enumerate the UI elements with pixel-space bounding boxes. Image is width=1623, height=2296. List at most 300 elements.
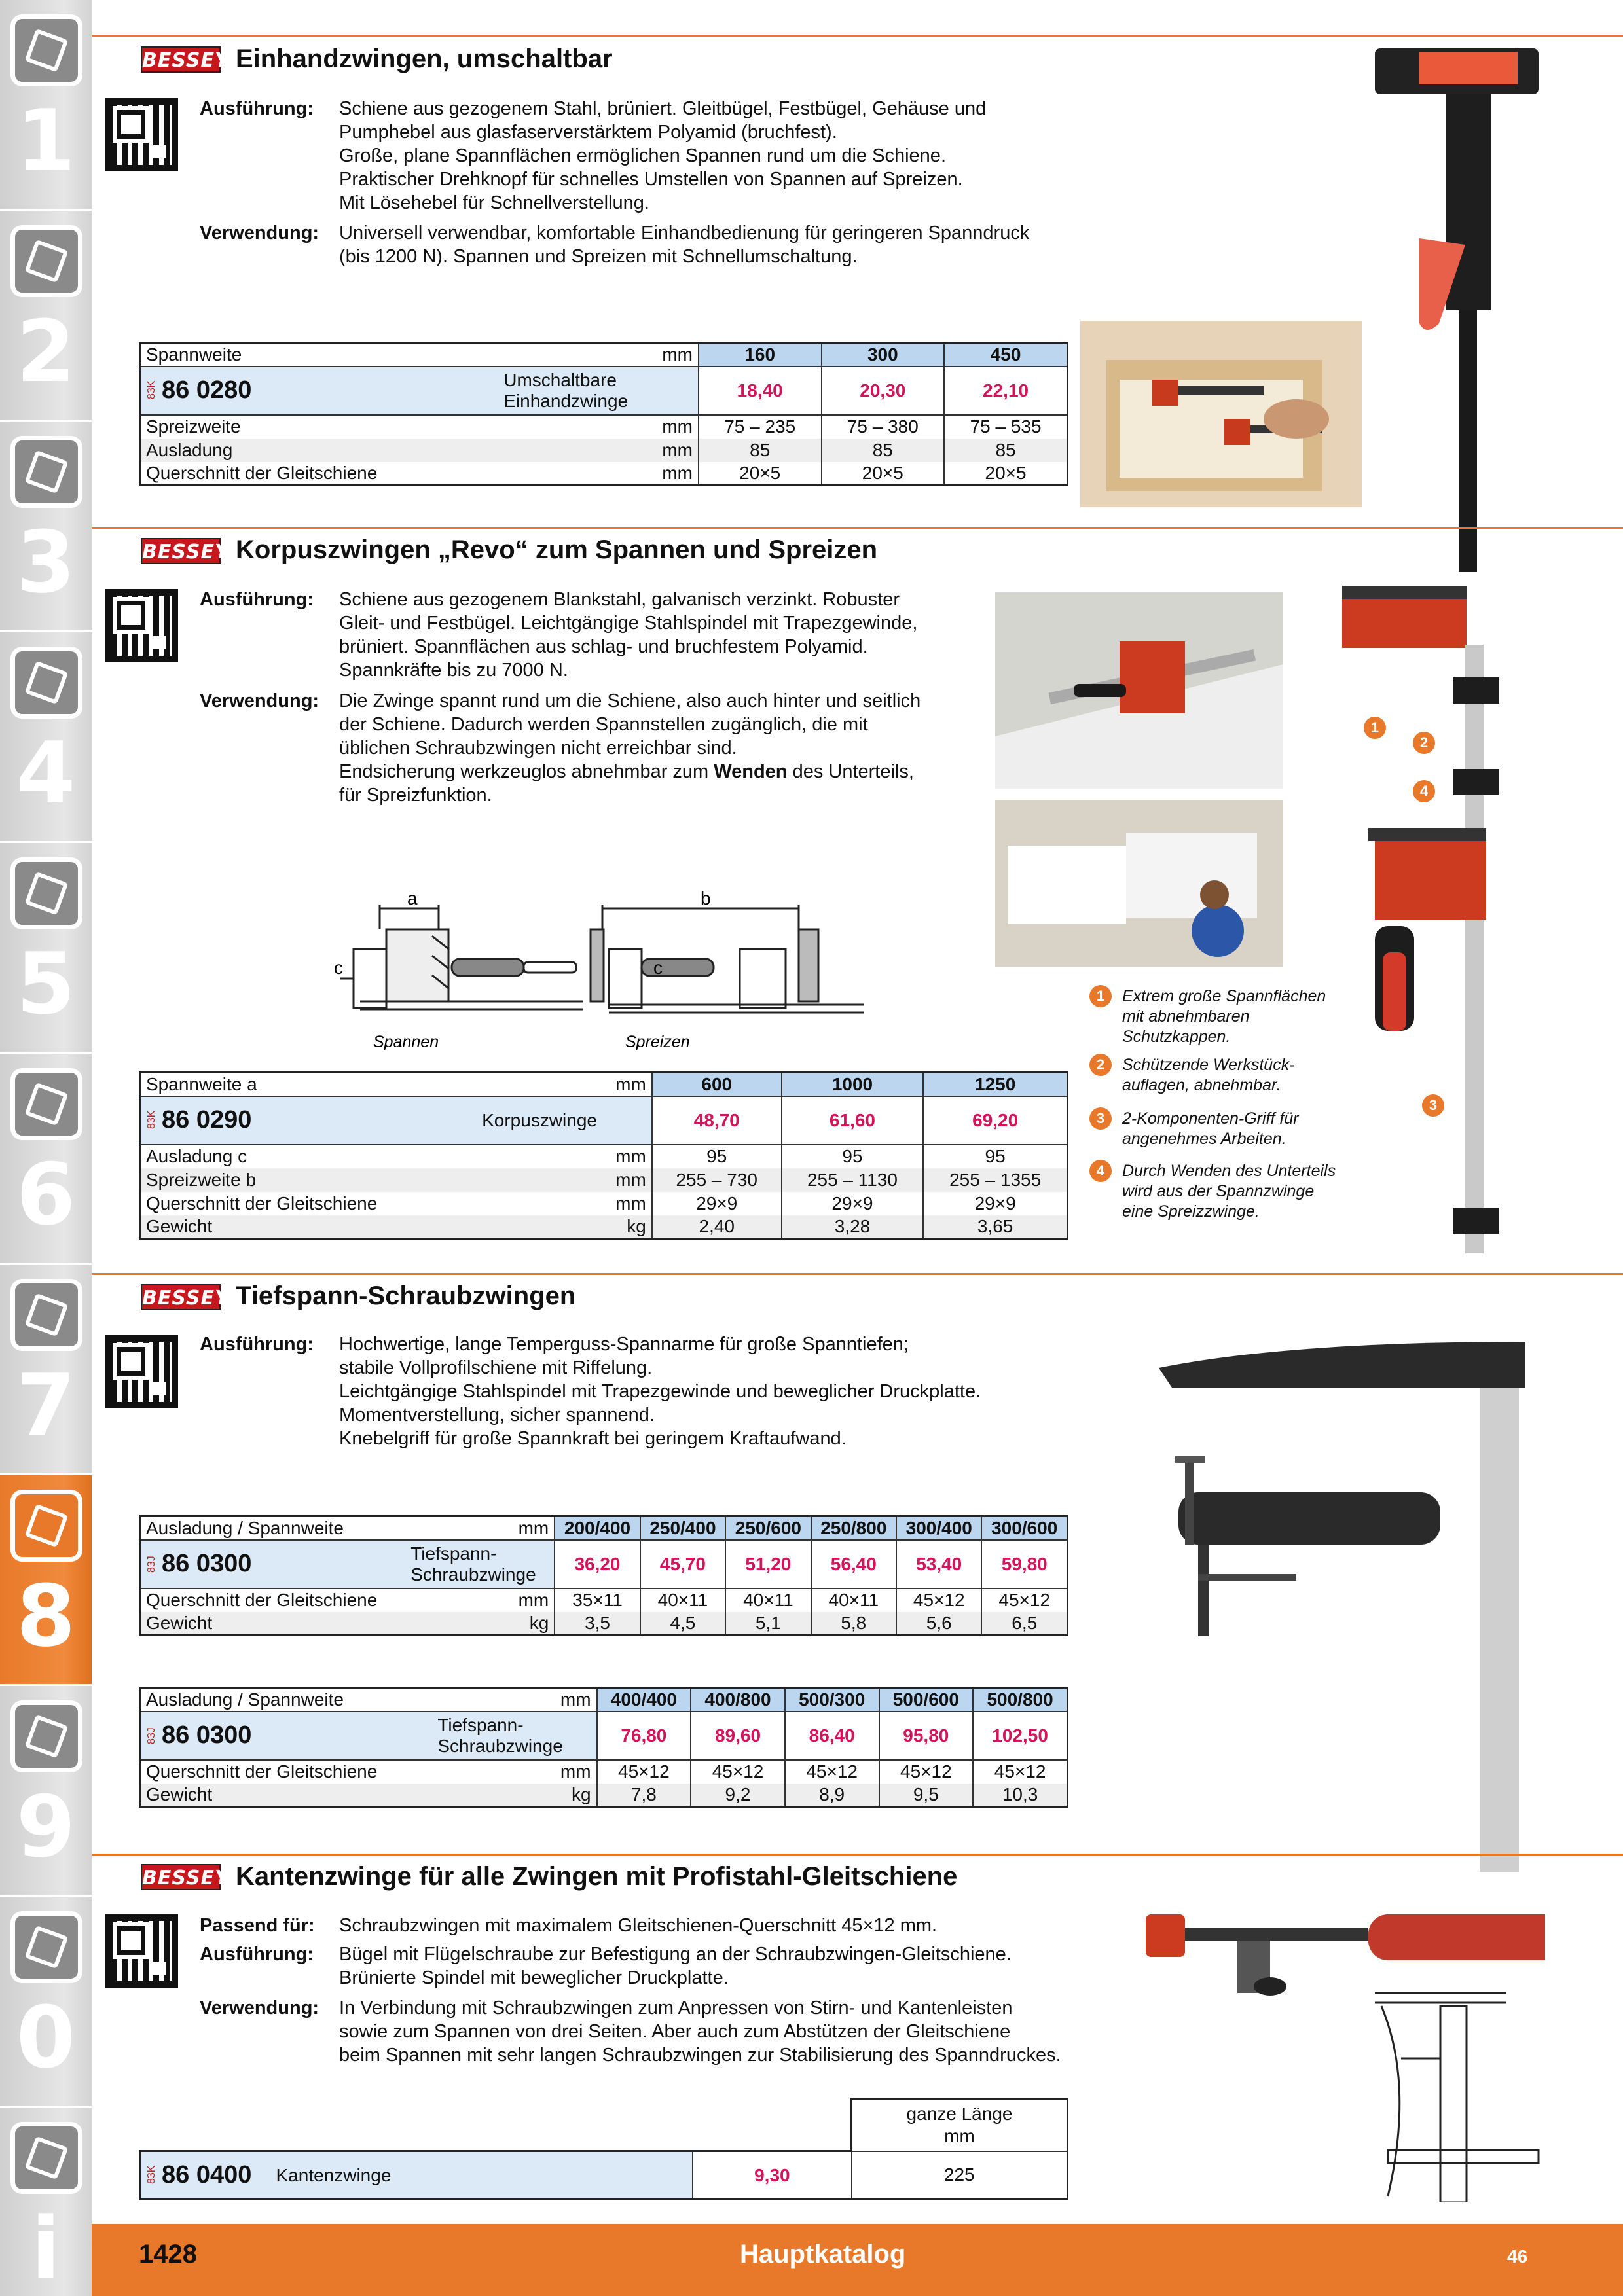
chapter-tab-4[interactable] xyxy=(0,632,92,843)
chapter-icon xyxy=(10,1279,82,1351)
text-line: für Spreizfunktion. xyxy=(339,785,492,806)
text-line: der Schiene. Dadurch werden Spannstellen zugänglich, die mit xyxy=(339,714,868,735)
row-value: 45×12 xyxy=(896,1588,981,1612)
chapter-icon xyxy=(10,1700,82,1772)
row-value: 29×9 xyxy=(923,1192,1067,1215)
table-row xyxy=(140,1192,1068,1215)
table-col-header: 250/400 xyxy=(640,1516,725,1540)
article-name-line: Schraubzwinge xyxy=(410,1564,536,1585)
text-line: Die Zwinge spannt rund um die Schiene, also auch hinter und seitlich xyxy=(339,691,921,711)
price-cell: 36,20 xyxy=(555,1540,640,1588)
row-label: Ausladung c xyxy=(146,1146,247,1166)
legend-line: Extrem große Spannflächen xyxy=(1122,987,1326,1005)
product-table-860300-b xyxy=(139,1687,1068,1808)
chapter-tab-1[interactable] xyxy=(0,0,92,211)
row-label: Querschnitt der Gleitschiene xyxy=(146,1590,378,1610)
diagram-label-c: c xyxy=(653,958,663,978)
text-line: Knebelgriff für große Spannkraft bei geringem Kraftaufwand. xyxy=(339,1428,847,1449)
article-name: Kantenzwinge xyxy=(271,2151,693,2200)
table-row xyxy=(140,1145,1068,1168)
row-value: 6,5 xyxy=(981,1612,1067,1636)
text-line: Gleit- und Festbügel. Leichtgängige Stahlspindel mit Trapezgewinde, xyxy=(339,613,918,634)
diagram-label-a: a xyxy=(407,890,418,908)
text-line: Spannkräfte bis zu 7000 N. xyxy=(339,660,568,681)
row-value: 75 – 235 xyxy=(699,415,822,439)
legend-marker: 4 xyxy=(1089,1160,1112,1182)
row-value: 5,1 xyxy=(725,1612,811,1636)
table-col-header: 400/800 xyxy=(691,1688,785,1712)
legend-line: eine Spreizzwinge. xyxy=(1122,1202,1260,1221)
legend-line: angenehmes Arbeiten. xyxy=(1122,1130,1286,1148)
text-verwendung xyxy=(339,221,1029,268)
table-header-row xyxy=(140,343,1068,367)
chapter-number: i xyxy=(31,2198,61,2296)
row-value: 5,6 xyxy=(896,1612,981,1636)
table-col-header: 400/400 xyxy=(597,1688,691,1712)
row-value: 85 xyxy=(944,439,1067,462)
row-value: 3,28 xyxy=(782,1215,924,1239)
row-value: 29×9 xyxy=(782,1192,924,1215)
price-cell: 61,60 xyxy=(782,1096,924,1145)
table-col-header xyxy=(852,2099,1068,2151)
row-value: 9,2 xyxy=(691,1784,785,1807)
price-cell: 86,40 xyxy=(785,1712,879,1760)
row-value: 40×11 xyxy=(640,1588,725,1612)
table-row xyxy=(140,1168,1068,1192)
product-photo-korpuszwinge xyxy=(1336,586,1506,1260)
text-run: Endsicherung werkzeuglos abnehmbar zum xyxy=(339,761,714,782)
chapter-number: 9 xyxy=(16,1777,76,1876)
article-name-line: Tiefspann- xyxy=(437,1714,524,1735)
price-cell: 53,40 xyxy=(896,1540,981,1588)
row-value: 85 xyxy=(822,439,945,462)
row-unit: mm xyxy=(615,1146,646,1166)
text-line: Schiene aus gezogenem Blankstahl, galvanisch verzinkt. Robuster xyxy=(339,589,900,610)
price-cell: 20,30 xyxy=(822,367,945,415)
legend-line: Schützende Werkstück- xyxy=(1122,1056,1295,1074)
price-cell: 76,80 xyxy=(597,1712,691,1760)
row-value: 95 xyxy=(782,1145,924,1168)
chapter-tab-0[interactable] xyxy=(0,1897,92,2108)
table-unit: mm xyxy=(477,1073,652,1096)
price-cell: 95,80 xyxy=(879,1712,974,1760)
text-line: sowie zum Spannen von drei Seiten. Aber auch zum Abstützen der Gleitschiene xyxy=(339,2021,1011,2042)
row-label: Gewicht xyxy=(140,1215,477,1239)
table-col-header: 1250 xyxy=(923,1073,1067,1096)
table-row xyxy=(140,415,1068,439)
row-label: Spreizweite xyxy=(146,416,241,437)
row-label: Gewicht xyxy=(140,1784,433,1807)
diagram-label-b: b xyxy=(701,890,711,908)
diagram-caption-spreizen: Spreizen xyxy=(625,1033,690,1051)
section-rule xyxy=(92,527,1623,529)
callout-marker: 2 xyxy=(1413,732,1435,754)
table-article-row[interactable] xyxy=(140,1540,1068,1588)
product-photo-einhandzwinge xyxy=(1367,48,1547,572)
table-header-row xyxy=(140,1516,1068,1540)
table-header-label: Spannweite a xyxy=(140,1073,477,1096)
bessey-logo: BESSEY xyxy=(141,46,221,73)
chapter-number: 2 xyxy=(16,302,76,401)
chapter-tab-9[interactable] xyxy=(0,1686,92,1897)
bessey-logo: BESSEY xyxy=(141,538,221,564)
row-value: 2,40 xyxy=(652,1215,782,1239)
chapter-number: 0 xyxy=(16,1988,76,2087)
chapter-tab-2[interactable] xyxy=(0,211,92,422)
row-unit: mm xyxy=(498,439,699,462)
text-run: des Unterteils, xyxy=(787,761,914,782)
row-unit: kg xyxy=(477,1215,652,1239)
chapter-number: 5 xyxy=(16,934,76,1033)
diagram-kantenzwinge xyxy=(1375,1986,1545,2202)
chapter-number: 7 xyxy=(16,1355,76,1455)
row-value: 255 – 1130 xyxy=(782,1168,924,1192)
table-col-header: 450 xyxy=(944,343,1067,367)
section-title-einhandzwingen: Einhandzwingen, umschaltbar xyxy=(236,45,613,73)
qr-code-icon[interactable] xyxy=(105,98,178,171)
row-unit: mm xyxy=(662,416,693,437)
table-row xyxy=(140,462,1068,486)
chapter-number: 6 xyxy=(16,1145,76,1244)
chapter-number: 3 xyxy=(16,512,76,612)
article-name xyxy=(498,367,699,415)
header-line: mm xyxy=(944,2125,975,2146)
page-number: 1428 xyxy=(139,2240,197,2269)
chapter-icon xyxy=(10,647,82,719)
price-group-tag: 83K xyxy=(146,2165,157,2184)
article-name-line: Umschaltbare xyxy=(503,369,617,390)
row-value: 5,8 xyxy=(811,1612,896,1636)
row-value: 45×12 xyxy=(691,1760,785,1784)
text-ausfuehrung xyxy=(339,1333,981,1450)
table-col-header: 160 xyxy=(699,343,822,367)
chapter-number: 8 xyxy=(16,1566,76,1666)
chapter-tab-5[interactable] xyxy=(0,843,92,1054)
row-value: 255 – 730 xyxy=(652,1168,782,1192)
text-line: Schraubzwingen mit maximalem Gleitschienen-Querschnitt 45×12 mm. xyxy=(339,1915,938,1936)
row-label: Ausladung xyxy=(140,439,499,462)
legend-marker: 1 xyxy=(1089,985,1112,1007)
table-unit: mm xyxy=(498,343,699,367)
table-col-header: 500/600 xyxy=(879,1688,974,1712)
article-name xyxy=(432,1712,596,1760)
row-value: 75 – 535 xyxy=(944,415,1067,439)
article-cell xyxy=(140,2151,271,2200)
text-line: Universell verwendbar, komfortable Einhandbedienung für geringeren Spanndruck xyxy=(339,223,1030,243)
row-unit: mm xyxy=(518,1590,549,1610)
table-header-label: Ausladung / Spannweite xyxy=(140,1688,433,1712)
text-line: Mit Lösehebel für Schnellverstellung. xyxy=(339,192,649,213)
section-rule xyxy=(92,1273,1623,1275)
text-line: Leichtgängige Stahlspindel mit Trapezgewinde und beweglicher Druckplatte. xyxy=(339,1381,981,1402)
product-photo-revo-1 xyxy=(995,592,1283,789)
text-line: Hochwertige, lange Temperguss-Spannarme für große Spanntiefen; xyxy=(339,1334,909,1355)
chapter-number: 1 xyxy=(16,91,76,190)
table-header-row xyxy=(140,2099,1068,2151)
chapter-number: 4 xyxy=(16,723,76,823)
chapter-icon xyxy=(10,14,82,86)
price-cell: 22,10 xyxy=(944,367,1067,415)
label-verwendung: Verwendung: xyxy=(200,1998,319,2018)
product-table-860300-a xyxy=(139,1515,1068,1636)
article-name-line: Korpuszwinge xyxy=(482,1109,597,1130)
table-header-label: Ausladung / Spannweite xyxy=(140,1516,406,1540)
article-number: 86 0300 xyxy=(162,1721,252,1749)
diagram-caption-spannen: Spannen xyxy=(373,1033,439,1051)
callout-marker: 1 xyxy=(1364,717,1386,739)
text-verwendung xyxy=(339,1996,1061,2067)
price-cell: 102,50 xyxy=(973,1712,1067,1760)
row-value: 85 xyxy=(699,439,822,462)
legend-line: mit abnehmbaren xyxy=(1122,1007,1250,1026)
row-label: Querschnitt der Gleitschiene xyxy=(146,462,378,483)
row-value: 45×12 xyxy=(879,1760,974,1784)
price-cell: 48,70 xyxy=(652,1096,782,1145)
table-header-label: Spannweite xyxy=(140,343,499,367)
price-cell: 69,20 xyxy=(923,1096,1067,1145)
text-ausfuehrung xyxy=(339,1943,1012,1990)
text-passend xyxy=(339,1914,937,1937)
row-unit: kg xyxy=(432,1784,596,1807)
table-article-row[interactable] xyxy=(140,2151,1068,2200)
row-value: 95 xyxy=(923,1145,1067,1168)
diagram-spannen-spreizen xyxy=(334,890,877,1054)
callout-marker: 4 xyxy=(1413,780,1435,802)
label-ausfuehrung: Ausführung: xyxy=(200,98,314,119)
legend-text xyxy=(1122,1161,1336,1222)
article-number: 86 0280 xyxy=(162,376,252,404)
row-value: 4,5 xyxy=(640,1612,725,1636)
article-cell xyxy=(140,367,499,415)
label-verwendung: Verwendung: xyxy=(200,223,319,243)
section-title-korpuszwingen: Korpuszwingen „Revo“ zum Spannen und Spreizen xyxy=(236,535,878,564)
text-line: beim Spannen mit sehr langen Schraubzwingen zur Stabilisierung des Spanndruckes. xyxy=(339,2045,1061,2066)
row-value: 35×11 xyxy=(555,1588,640,1612)
price-group-tag: 83K xyxy=(146,380,157,399)
legend-marker: 3 xyxy=(1089,1107,1112,1130)
row-label: Gewicht xyxy=(140,1612,406,1636)
row-value: 45×12 xyxy=(981,1588,1067,1612)
legend-text xyxy=(1122,1055,1295,1096)
price-cell: 59,80 xyxy=(981,1540,1067,1588)
row-value: 45×12 xyxy=(973,1760,1067,1784)
article-name-line: Tiefspann- xyxy=(410,1543,497,1564)
article-name-line: Schraubzwinge xyxy=(437,1735,563,1756)
row-value: 3,65 xyxy=(923,1215,1067,1239)
section-rule xyxy=(92,35,1623,37)
article-number: 86 0400 xyxy=(162,2161,252,2189)
article-name-line: Einhandzwinge xyxy=(503,390,629,411)
table-col-header: 300 xyxy=(822,343,945,367)
chapter-tab-6[interactable] xyxy=(0,1054,92,1265)
row-value: 75 – 380 xyxy=(822,415,945,439)
text-line: brüniert. Spannflächen aus schlag- und bruchfestem Polyamid. xyxy=(339,636,868,657)
label-passend: Passend für: xyxy=(200,1915,315,1936)
row-value: 8,9 xyxy=(785,1784,879,1807)
article-name xyxy=(477,1096,652,1145)
table-row xyxy=(140,1784,1068,1807)
text-line: Pumphebel aus glasfaserverstärktem Polyamid (bruchfest). xyxy=(339,122,837,143)
table-row xyxy=(140,1215,1068,1239)
text-ausfuehrung xyxy=(339,588,917,682)
product-table-860400 xyxy=(139,2098,1068,2200)
legend-marker: 2 xyxy=(1089,1054,1112,1076)
product-table-860280 xyxy=(139,342,1068,486)
diagram-label-c: c xyxy=(334,958,343,978)
text-emphasis: Wenden xyxy=(714,761,788,782)
legend-line: 2-Komponenten-Griff für xyxy=(1122,1109,1299,1128)
table-col-header: 250/800 xyxy=(811,1516,896,1540)
chapter-icon xyxy=(10,436,82,508)
price-group-tag: 83J xyxy=(146,1555,157,1573)
callout-marker: 3 xyxy=(1422,1094,1444,1117)
text-line: Bügel mit Flügelschraube zur Befestigung an der Schraubzwingen-Gleitschiene. xyxy=(339,1944,1012,1965)
qr-code-icon[interactable] xyxy=(105,1335,178,1408)
text-line: Brünierte Spindel mit beweglicher Druckplatte. xyxy=(339,1967,729,1988)
footer-code: 46 xyxy=(1507,2246,1528,2267)
length-cell: 225 xyxy=(852,2151,1068,2200)
row-value: 29×9 xyxy=(652,1192,782,1215)
row-value: 45×12 xyxy=(597,1760,691,1784)
table-article-row[interactable] xyxy=(140,1712,1068,1760)
price-cell: 9,30 xyxy=(693,2151,851,2200)
table-row xyxy=(140,1760,1068,1784)
catalog-name: Hauptkatalog xyxy=(740,2240,906,2269)
price-cell: 45,70 xyxy=(640,1540,725,1588)
row-value: 40×11 xyxy=(725,1588,811,1612)
text-line: Große, plane Spannflächen ermöglichen Spannen rund um die Schiene. xyxy=(339,145,946,166)
row-label: Spreizweite b xyxy=(140,1168,477,1192)
table-col-header: 300/400 xyxy=(896,1516,981,1540)
qr-code-icon[interactable] xyxy=(105,589,178,662)
row-unit: mm xyxy=(662,462,693,483)
price-group-tag: 83J xyxy=(146,1727,157,1744)
row-value: 9,5 xyxy=(879,1784,974,1807)
text-line: üblichen Schraubzwingen nicht erreichbar sind. xyxy=(339,738,737,759)
legend-text xyxy=(1122,986,1326,1047)
label-ausfuehrung: Ausführung: xyxy=(200,1944,314,1965)
row-unit: mm xyxy=(477,1168,652,1192)
table-header-row xyxy=(140,1688,1068,1712)
row-value: 10,3 xyxy=(973,1784,1067,1807)
article-number: 86 0300 xyxy=(162,1550,252,1577)
row-label: Querschnitt der Gleitschiene xyxy=(146,1193,378,1213)
header-line: ganze Länge xyxy=(906,2103,1013,2124)
text-verwendung xyxy=(339,689,921,807)
label-verwendung: Verwendung: xyxy=(200,691,319,711)
text-line: stabile Vollprofilschiene mit Riffelung. xyxy=(339,1357,653,1378)
row-value: 20×5 xyxy=(822,462,945,486)
bessey-logo: BESSEY xyxy=(141,1284,221,1310)
bessey-logo: BESSEY xyxy=(141,1864,221,1890)
price-group-tag: 83K xyxy=(146,1110,157,1129)
product-photo-tiefspann xyxy=(1159,1329,1539,1885)
chapter-tab-8[interactable] xyxy=(0,1475,92,1686)
text-line: (bis 1200 N). Spannen und Spreizen mit Schnellumschaltung. xyxy=(339,246,858,267)
table-col-header: 200/400 xyxy=(555,1516,640,1540)
table-article-row[interactable] xyxy=(140,367,1068,415)
chapter-icon xyxy=(10,225,82,297)
article-cell xyxy=(140,1712,433,1760)
row-value: 7,8 xyxy=(597,1784,691,1807)
row-value: 40×11 xyxy=(811,1588,896,1612)
text-line: In Verbindung mit Schraubzwingen zum Anpressen von Stirn- und Kantenleisten xyxy=(339,1998,1013,2018)
text-line: Schiene aus gezogenem Stahl, brüniert. Gleitbügel, Festbügel, Gehäuse und xyxy=(339,98,987,119)
row-unit: kg xyxy=(405,1612,555,1636)
table-article-row[interactable] xyxy=(140,1096,1068,1145)
table-col-header: 500/800 xyxy=(973,1688,1067,1712)
table-unit: mm xyxy=(432,1688,596,1712)
table-col-header: 1000 xyxy=(782,1073,924,1096)
row-value: 20×5 xyxy=(944,462,1067,486)
chapter-tab-strip xyxy=(0,0,92,2296)
table-header-row xyxy=(140,1073,1068,1096)
price-cell: 56,40 xyxy=(811,1540,896,1588)
table-col-header: 600 xyxy=(652,1073,782,1096)
section-title-kantenzwinge: Kantenzwinge für alle Zwingen mit Profistahl-Gleitschiene xyxy=(236,1862,958,1891)
text-ausfuehrung xyxy=(339,97,986,215)
section-rule xyxy=(92,1854,1623,1856)
legend-line: Durch Wenden des Unterteils xyxy=(1122,1162,1336,1180)
chapter-icon xyxy=(10,1490,82,1562)
row-value: 95 xyxy=(652,1145,782,1168)
table-row xyxy=(140,1588,1068,1612)
table-col-header: 500/300 xyxy=(785,1688,879,1712)
product-photo-revo-2 xyxy=(995,800,1283,967)
legend-text xyxy=(1122,1109,1299,1149)
label-ausfuehrung: Ausführung: xyxy=(200,589,314,610)
chapter-icon xyxy=(10,1911,82,1983)
table-col-header: 300/600 xyxy=(981,1516,1067,1540)
legend-line: auflagen, abnehmbar. xyxy=(1122,1076,1281,1094)
table-row xyxy=(140,439,1068,462)
row-value: 20×5 xyxy=(699,462,822,486)
chapter-icon xyxy=(10,2122,82,2194)
legend-line: Schutzkappen. xyxy=(1122,1028,1231,1046)
text-line xyxy=(339,760,921,783)
row-value: 45×12 xyxy=(785,1760,879,1784)
table-unit: mm xyxy=(405,1516,555,1540)
chapter-icon xyxy=(10,857,82,929)
chapter-tab-3[interactable] xyxy=(0,422,92,632)
product-photo-kantenzwinge xyxy=(1139,1901,1545,2000)
price-cell: 18,40 xyxy=(699,367,822,415)
chapter-tab-7[interactable] xyxy=(0,1265,92,1475)
section-title-tiefspann: Tiefspann-Schraubzwingen xyxy=(236,1282,576,1310)
legend-line: wird aus der Spannzwinge xyxy=(1122,1182,1315,1200)
article-cell xyxy=(140,1096,477,1145)
row-value: 255 – 1355 xyxy=(923,1168,1067,1192)
row-value: 3,5 xyxy=(555,1612,640,1636)
row-unit: mm xyxy=(615,1193,646,1213)
article-name xyxy=(405,1540,555,1588)
chapter-icon xyxy=(10,1068,82,1140)
product-table-860290 xyxy=(139,1071,1068,1240)
article-cell xyxy=(140,1540,406,1588)
row-unit: mm xyxy=(560,1761,591,1782)
text-line: Momentverstellung, sicher spannend. xyxy=(339,1405,655,1426)
row-label: Querschnitt der Gleitschiene xyxy=(146,1761,378,1782)
qr-code-icon[interactable] xyxy=(105,1914,178,1988)
article-number: 86 0290 xyxy=(162,1106,252,1134)
chapter-tab-i[interactable] xyxy=(0,2108,92,2296)
price-cell: 89,60 xyxy=(691,1712,785,1760)
label-ausfuehrung: Ausführung: xyxy=(200,1334,314,1355)
table-col-header: 250/600 xyxy=(725,1516,811,1540)
product-photo-drawer xyxy=(1080,321,1362,507)
price-cell: 51,20 xyxy=(725,1540,811,1588)
text-line: Praktischer Drehknopf für schnelles Umstellen von Spannen auf Spreizen. xyxy=(339,169,963,190)
